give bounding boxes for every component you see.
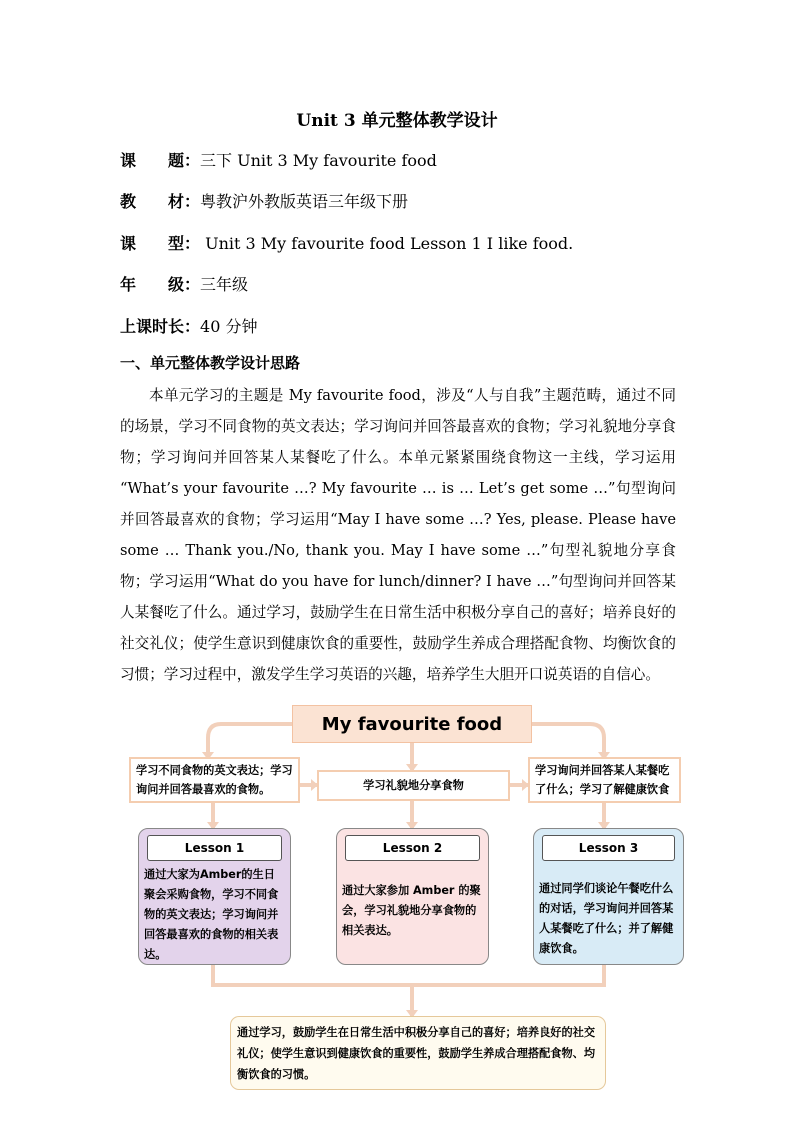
field-label: 教 材： — [120, 192, 201, 211]
lesson-card-3 — [533, 828, 684, 965]
document-title: Unit 3 单元整体教学设计 — [296, 111, 498, 131]
lesson-title: Lesson 1 — [147, 835, 282, 861]
field-value: 三下 Unit 3 My favourite food — [200, 151, 437, 170]
design-paragraph: 本单元学习的主题是 My favourite food，涉及“人与自我”主题范畴，通过不同的场景，学习不同食物的英文表达；学习询问并回答最喜欢的食物；学习礼貌地分享食物；学习询问并回答某人某餐吃了什么。本单元紧紧围绕食物这一主线，学习运用 “What’s your favourite …? My favourite … is … Let’s get some …”句型询问并回答最喜欢的食物；学习运用“May I have some …? Yes, please. Please have some … Thank you./No, thank you. May I have some …”句型礼貌地分享食物；学习运用“What do you have for lunch/dinner? I have …”句型询问并回答某人某餐吃了什么。通过学习，鼓励学生在日常生活中积极分享自己的喜好；培养良好的社交礼仪；使学生意识到健康饮食的重要性，鼓励学生养成合理搭配食物、均衡饮食的习惯；学习过程中，激发学生学习英语的兴趣，培养学生大胆开口说英语的自信心。 — [120, 387, 676, 683]
section-heading: 一、单元整体教学设计思路 — [120, 354, 301, 372]
summary-box: 通过学习，鼓励学生在日常生活中积极分享自己的喜好；培养良好的社交礼仪；使学生意识到健康饮食的重要性，鼓励学生养成合理搭配食物、均衡饮食的习惯。 — [230, 1016, 606, 1090]
lesson-description: 通过同学们谈论午餐吃什么的对话，学习询问并回答某人某餐吃了什么；并了解健康饮食。 — [539, 882, 674, 955]
goal-meals: 学习询问并回答某人某餐吃了什么；学习了解健康饮食 — [528, 757, 681, 803]
goal-vocabulary: 学习不同食物的英文表达；学习询问并回答最喜欢的食物。 — [129, 757, 300, 803]
field-label: 课 题： — [120, 151, 201, 170]
field-value: Unit 3 My favourite food Lesson 1 I like food. — [200, 234, 574, 253]
lesson-title: Lesson 3 — [542, 835, 675, 861]
field-label: 年 级： — [120, 275, 201, 294]
lesson-description: 通过大家为Amber的生日聚会采购食物，学习不同食物的英文表达；学习询问并回答最喜欢的食物的相关表达。 — [144, 868, 279, 961]
lesson-card-2 — [336, 828, 489, 965]
field-value: 粤教沪外教版英语三年级下册 — [200, 192, 409, 211]
goal-sharing: 学习礼貌地分享食物 — [317, 770, 510, 801]
lesson-title: Lesson 2 — [345, 835, 480, 861]
connector-lessons-bottom — [213, 965, 604, 985]
arrow-title-to-right — [532, 724, 604, 757]
arrow-title-to-left — [208, 724, 292, 757]
field-value: 40 分钟 — [200, 317, 258, 336]
lesson-description: 通过大家参加 Amber 的聚会，学习礼貌地分享食物的相关表达。 — [342, 884, 481, 937]
field-label: 课 型： — [120, 234, 201, 253]
lesson-card-1 — [138, 828, 291, 965]
field-value: 三年级 — [200, 275, 249, 294]
diagram-title: My favourite food — [292, 705, 532, 743]
field-label: 上课时长： — [120, 317, 201, 336]
